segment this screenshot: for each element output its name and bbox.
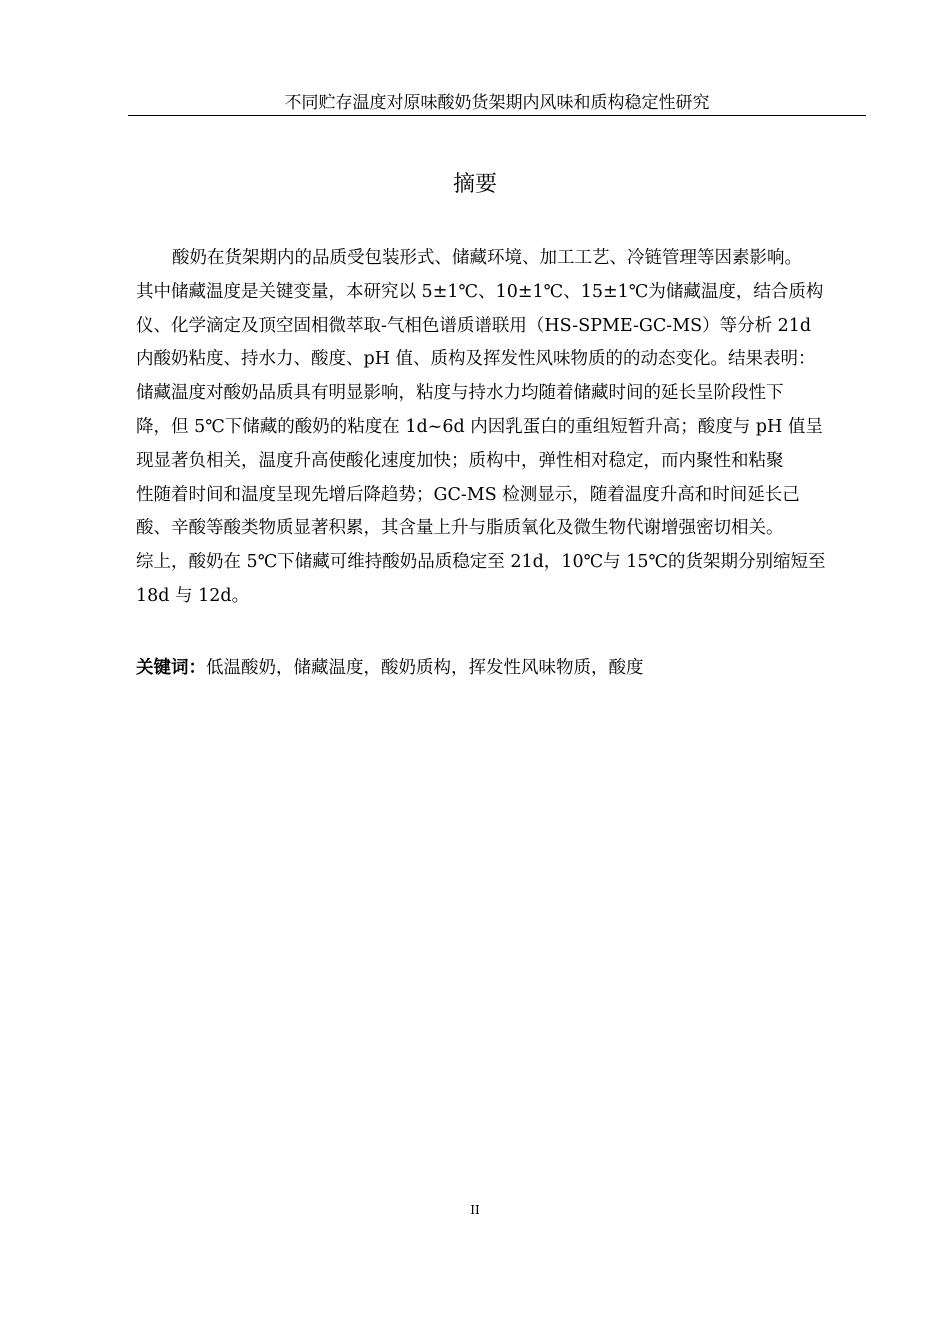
running-header: 不同贮存温度对原味酸奶货架期内风味和质构稳定性研究 <box>284 93 710 113</box>
header-rule <box>128 115 866 116</box>
abstract-line-8: 性随着时间和温度呈现先增后降趋势；GC-MS 检测显示，随着温度升高和时间延长己 <box>136 484 800 505</box>
abstract-line-5: 储藏温度对酸奶品质具有明显影响，粘度与持水力均随着储藏时间的延长呈阶段性下 <box>136 383 784 404</box>
abstract-line-3: 仪、化学滴定及顶空固相微萃取-气相色谱质谱联用（HS-SPME-GC-MS）等分析 21d <box>136 315 812 336</box>
abstract-line-11: 18d 与 12d。 <box>136 585 250 606</box>
keywords-label: 关键词： <box>136 658 206 678</box>
abstract-line-1: 酸奶在货架期内的品质受包装形式、储藏环境、加工工艺、冷链管理等因素影响。 <box>172 248 802 268</box>
keywords-line <box>136 652 644 686</box>
abstract-line-6: 降，但 5℃下储藏的酸奶的粘度在 1d~6d 内因乳蛋白的重组短暂升高；酸度与 pH 值呈 <box>136 416 823 437</box>
abstract-line-10: 综上，酸奶在 5℃下储藏可维持酸奶品质稳定至 21d，10℃与 15℃的货架期分别缩短至 <box>136 552 826 573</box>
page-number: II <box>470 1203 480 1217</box>
abstract-line-2: 其中储藏温度是关键变量，本研究以 5±1℃、10±1℃、15±1℃为储藏温度，结合质构 <box>136 281 824 302</box>
abstract-line-7: 现显著负相关，温度升高使酸化速度加快；质构中，弹性相对稳定，而内聚性和粘聚 <box>136 450 784 471</box>
keywords-text: 低温酸奶，储藏温度，酸奶质构，挥发性风味物质，酸度 <box>206 658 644 678</box>
abstract-line-4: 内酸奶粘度、持水力、酸度、pH 值、质构及挥发性风味物质的的动态变化。结果表明： <box>136 349 816 370</box>
abstract-body <box>136 242 876 614</box>
abstract-heading: 摘要 <box>452 172 497 197</box>
abstract-line-9: 酸、辛酸等酸类物质显著积累，其含量上升与脂质氧化及微生物代谢增强密切相关。 <box>136 518 784 539</box>
